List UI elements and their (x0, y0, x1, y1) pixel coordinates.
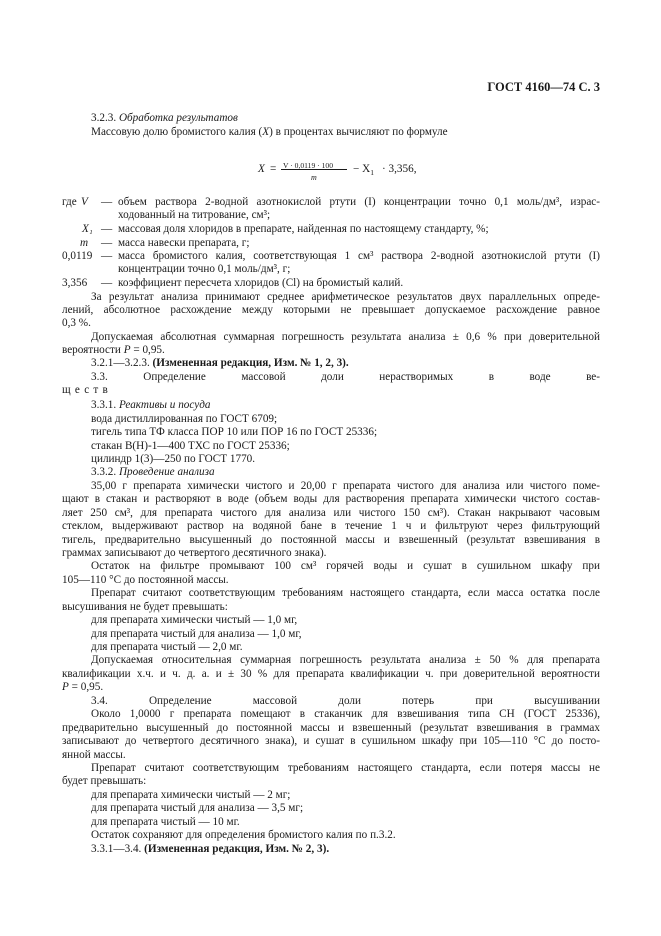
error-value: = 0,95. (68, 681, 104, 693)
limit-item: для препарата чистый — 2,0 мг. (91, 641, 243, 653)
residue-note: Остаток сохраняют для определения бромистого калия по п.3.2. (91, 829, 396, 841)
section-34-heading: 3.4. Определение массовой доли потерь при высушивании (91, 695, 600, 707)
section-title: Обработка результатов (118, 112, 238, 124)
reagent-item: цилиндр 1(3)—250 по ГОСТ 1770. (91, 453, 256, 465)
amendment-text: (Измененная редакция, Изм. № 1, 2, 3). (152, 357, 349, 369)
section-number: 3.3.2. (91, 466, 117, 478)
section-332-heading (91, 466, 215, 479)
section-33-heading-cont: ществ (62, 384, 112, 396)
fraction-bar (281, 169, 347, 170)
section-title: Проведение анализа (118, 466, 215, 478)
legend-text: объем раствора 2-водной азотнокислой ртути (I) концентрации точно 0,1 моль/дм³, израс- (118, 196, 600, 208)
section-number: 3.2.3. (91, 112, 117, 124)
procedure-line: Остаток на фильтре промывают 100 см³ горячей воды и сушат в сушильном шкафу при (91, 560, 600, 572)
section-33-heading: 3.3. Определение массовой доли нерастворимых в воде ве- (91, 371, 600, 383)
formula-x1: − X (353, 163, 371, 175)
legend-dash: — (101, 237, 113, 249)
section-323-heading (91, 112, 238, 125)
legend-text-cont: ходованный на титрование, см³; (118, 209, 271, 221)
drying-line: будет превышать: (62, 775, 147, 787)
error-line: Допускаемая абсолютная суммарная погрешность результата анализа ± 0,6 % при доверительной (91, 331, 600, 343)
error-value: = 0,95. (130, 344, 165, 356)
formula-minus-x (353, 163, 374, 176)
legend-dash: — (101, 250, 113, 262)
procedure-line: щают в стакан и растворяют в воде (объем воды для растворения препарата химически чистого состав- (62, 493, 600, 505)
procedure-line: ляет 250 см³, для препарата чистого для анализа или чистого 150 см³). Стакан накрывают часовым (62, 507, 600, 519)
section-title: Реактивы и посуда (118, 399, 211, 411)
procedure-line: граммах записывают до четвертого десятичного знака). (62, 547, 327, 559)
legend-dash: — (101, 196, 113, 208)
limit-item: для препарата чистый для анализа — 1,0 мг, (91, 628, 302, 640)
legend-dash: — (101, 223, 113, 235)
procedure-line: 105—110 °С до постоянной массы. (62, 574, 229, 586)
amendment-ref: 3.3.1—3.4. (91, 843, 145, 855)
section-number: 3.3.1. (91, 399, 117, 411)
legend-symbol: X₁ (82, 223, 93, 235)
legend-text-cont: концентрации точно 0,1 моль/дм³, г; (118, 263, 291, 275)
formula-denominator: m (311, 173, 317, 182)
procedure-line: высушивания не будет превышать: (62, 601, 228, 613)
formula-equals: = (270, 163, 277, 175)
section-323-intro (91, 126, 448, 139)
legend-text: массовая доля хлоридов в препарате, найденная по настоящему стандарту, %; (118, 223, 489, 235)
intro-variable: X (262, 126, 270, 138)
formula-numerator: V · 0,0119 · 100 (283, 161, 333, 170)
reagent-item: вода дистиллированная по ГОСТ 6709; (91, 413, 278, 425)
formula-lhs: X (258, 163, 265, 175)
legend-text: коэффициент пересчета хлоридов (Cl) на бромистый калий. (118, 277, 404, 289)
result-line: 0,3 %. (62, 317, 91, 329)
drying-line: янной массы. (62, 749, 126, 761)
legend-symbol: 3,356 (62, 277, 88, 289)
formula (258, 156, 448, 182)
procedure-line: 35,00 г препарата химически чистого и 20,00 г препарата чистого для анализа или чистого поме- (91, 480, 600, 492)
amendment-text: (Измененная редакция, Изм. № 2, 3). (144, 843, 330, 855)
legend-symbol: V (81, 196, 88, 208)
amendment-note (91, 357, 349, 370)
legend-text: масса бромистого калия, соответствующая 1 см³ раствора 2-водной азотнокислой ртути (I) (118, 250, 600, 262)
reagent-item: тигель типа ТФ класса ПОР 10 или ПОР 16 по ГОСТ 25336; (91, 426, 378, 438)
reagent-item: стакан В(Н)-1—400 ТХС по ГОСТ 25336; (91, 440, 290, 452)
drying-line: Препарат считают соответствующим требованиям настоящего стандарта, если потеря массы не (91, 762, 600, 774)
error-variable: P (123, 344, 131, 356)
drying-line: записывают до четвертого десятичного знака), и сушат в сушильном шкафу при 105—110 °С до посто- (62, 735, 600, 747)
legend-dash: — (101, 277, 113, 289)
error-variable: P (62, 681, 69, 693)
error-text: вероятности (62, 344, 124, 356)
formula-tail: · 3,356, (382, 163, 417, 175)
error-line: квалификации х.ч. и ч. д. а. и ± 30 % для препарата квалификации ч. при доверительной вероятности (62, 668, 600, 680)
drying-line: Около 1,0000 г препарата помещают в стаканчик для взвешивания типа СН (ГОСТ 25336), (91, 708, 600, 720)
limit-item: для препарата чистый для анализа — 3,5 мг; (91, 802, 304, 814)
error-line: Допускаемая относительная суммарная погрешность результата анализа ± 50 % для препарата (91, 654, 600, 666)
legend-symbol: 0,0119 (62, 250, 93, 262)
result-line: За результат анализа принимают среднее арифметическое результатов двух параллельных опреде- (91, 291, 600, 303)
limit-item: для препарата чистый — 10 мг. (91, 816, 240, 828)
legend-symbol: m (80, 237, 89, 249)
limit-item: для препарата химически чистый — 1,0 мг, (91, 614, 298, 626)
amendment-note (91, 843, 329, 856)
page-header: ГОСТ 4160—74 С. 3 (487, 80, 600, 94)
amendment-ref: 3.2.1—3.2.3. (91, 357, 153, 369)
drying-line: предварительно высушенный до постоянной массы и взвешенный (результат взвешивания в граммах (62, 722, 600, 734)
procedure-line: тигель, предварительно высушенный до постоянной массы и взвешенный (результат взвешивания в (62, 534, 600, 546)
result-line: лений, абсолютное расхождение между которыми не превышает допускаемое расхождение равное (62, 304, 600, 316)
error-line (62, 681, 103, 694)
limit-item: для препарата химически чистый — 2 мг; (91, 789, 291, 801)
legend-text: масса навески препарата, г; (118, 237, 250, 249)
formula-subscript: 1 (370, 168, 374, 177)
section-331-heading (91, 399, 210, 412)
legend-prefix: где (62, 196, 77, 208)
intro-text: Массовую долю бромистого калия ( (91, 126, 263, 138)
procedure-line: Препарат считают соответствующим требованиям настоящего стандарта, если масса остатка после (91, 587, 600, 599)
intro-text-end: ) в процентах вычисляют по формуле (269, 126, 448, 138)
procedure-line: стеклом, выдерживают раствор на водяной бане в течение 1 ч и фильтруют через фильтрующий (62, 520, 600, 532)
error-line (62, 344, 165, 357)
